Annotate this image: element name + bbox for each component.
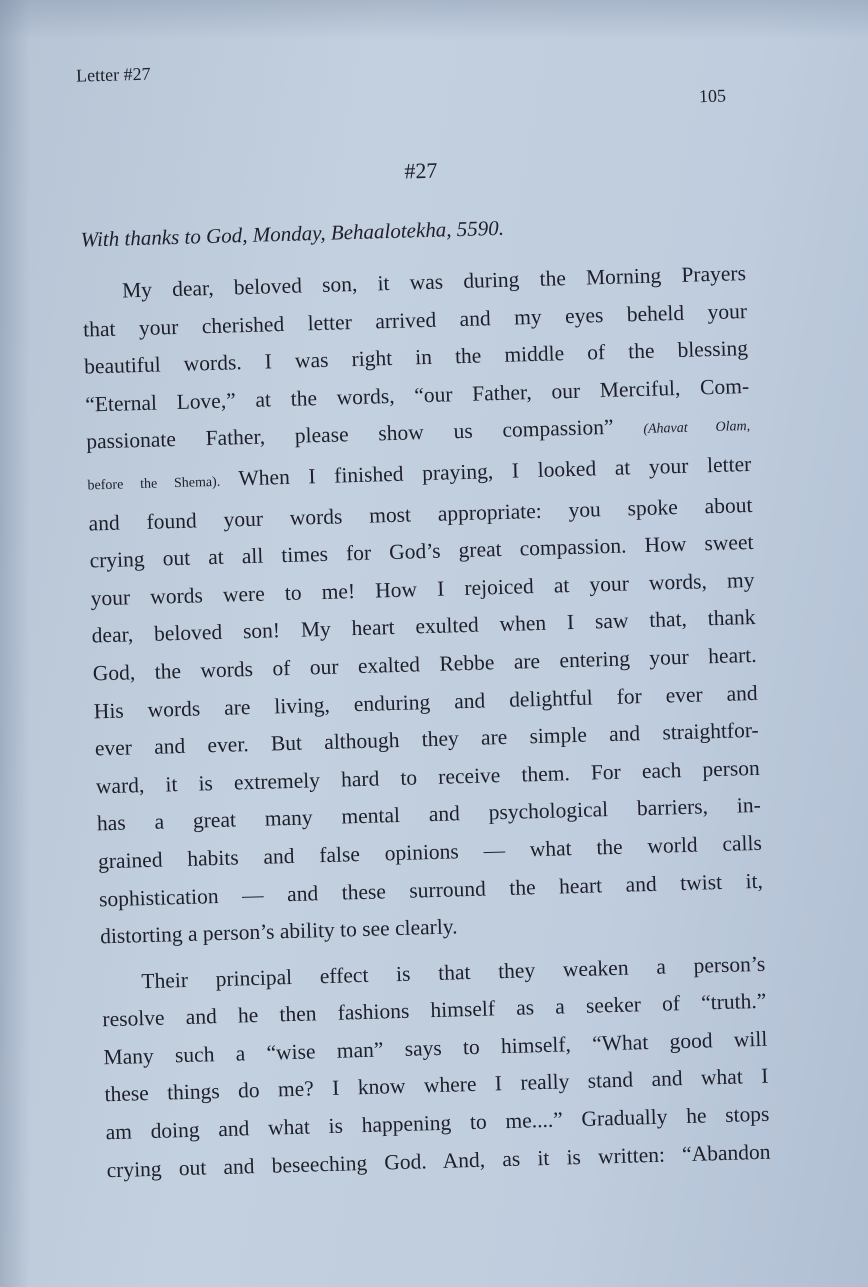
text-line: crying out and beseeching God. And, as it is written: “Abandon xyxy=(106,1139,771,1182)
source-note: before the Shema). xyxy=(87,474,221,494)
text-line: ever and ever. But although they are simple and straightfor- xyxy=(94,717,759,761)
text-line: these things do me? I know where I really stand and what I xyxy=(104,1064,769,1107)
paragraph-2 xyxy=(101,945,771,1189)
text-line: your words were to me! How I rejoiced at your words, my xyxy=(90,567,755,611)
text-line: crying out at all times for God’s great compassion. How sweet xyxy=(89,530,754,573)
text-line: am doing and what is happening to me....” Gradually he stops xyxy=(105,1101,770,1145)
text-line: “Eternal Love,” at the words, “our Father, our Merciful, Com- xyxy=(84,373,750,417)
text-line: ward, it is extremely hard to receive them. For each person xyxy=(95,755,761,799)
text-line: Their principal effect is that they weaken a person’s xyxy=(141,951,766,993)
paragraph-1 xyxy=(82,255,765,956)
text-line: dear, beloved son! My heart exulted when I saw that, thank xyxy=(91,605,756,648)
text-line: Many such a “wise man” says to himself, “What good will xyxy=(103,1026,768,1070)
text-line: distorting a person’s ability to see clearly. xyxy=(99,914,458,949)
source-note: (Ahavat Olam, xyxy=(643,419,751,438)
text-line: beautiful words. I was right in the middle of the blessing xyxy=(83,336,749,379)
text-line: God, the words of our exalted Rebbe are entering your heart. xyxy=(92,642,757,686)
text-line: has a great many mental and psychological barriers, in- xyxy=(96,793,762,836)
text-segment: passionate Father, please show us compassion” xyxy=(85,415,614,454)
text-line: His words are living, enduring and delightful for ever and xyxy=(93,680,758,723)
text-segment: When I finished praying, I looked at your letter xyxy=(238,451,752,491)
text-line: and found your words most appropriate: you spoke about xyxy=(88,492,753,536)
text-line: that your cherished letter arrived and my eyes beheld your xyxy=(82,298,748,342)
text-line: resolve and he then fashions himself as a seeker of “truth.” xyxy=(102,989,767,1032)
text-line: My dear, beloved son, it was during the Morning Prayers xyxy=(121,261,747,303)
text-line: sophistication — and these surround the heart and twist it, xyxy=(98,868,764,911)
running-head: Letter #27 xyxy=(75,63,151,86)
letter-body xyxy=(82,255,771,1189)
page-number: 105 xyxy=(698,85,727,107)
letter-heading: #27 xyxy=(404,157,438,184)
text-line: grained habits and false opinions — what the world calls xyxy=(97,830,763,874)
dateline: With thanks to God, Monday, Behaalotekha, 5590. xyxy=(80,215,505,252)
